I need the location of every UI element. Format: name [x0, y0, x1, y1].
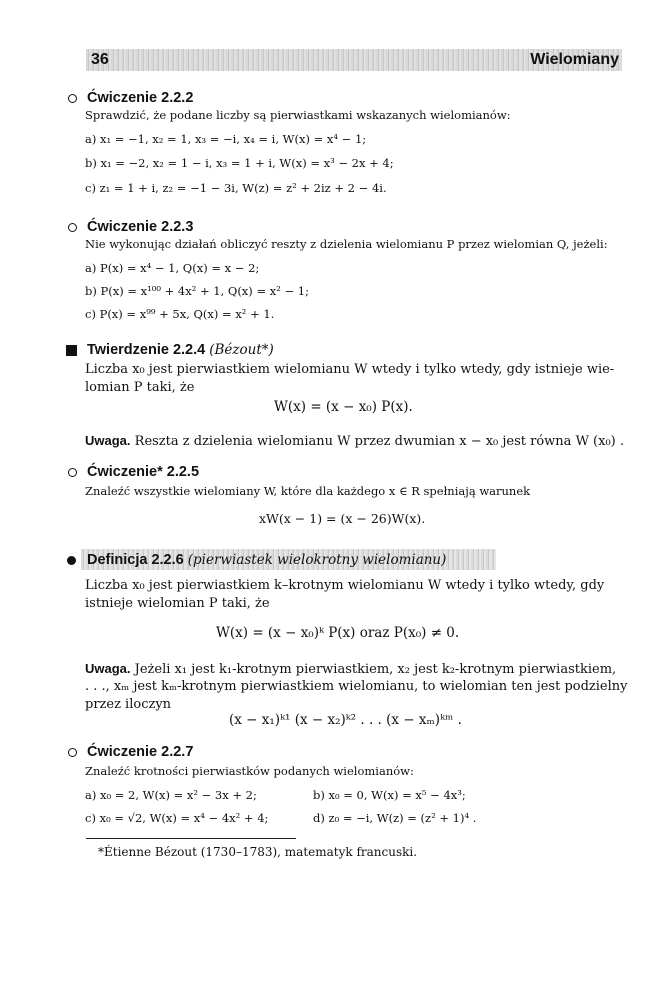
definition-formula: W(x) = (x − x₀)ᵏ P(x) oraz P(x₀) ≠ 0. — [216, 625, 460, 641]
exercise-item-a: a) x₀ = 2, W(x) = x² − 3x + 2; — [85, 788, 257, 802]
exercise-heading — [64, 464, 624, 484]
exercise-2-2-5 — [64, 464, 624, 526]
definition-remark-line-3: przez iloczyn — [85, 697, 172, 712]
theorem-text-line-2: lomian P taki, że — [85, 380, 195, 395]
theorem-title — [87, 342, 274, 358]
definition-title-text: Definicja 2.2.6 — [87, 552, 184, 568]
circle-marker-icon — [68, 94, 77, 103]
remark-label: Uwaga. — [85, 661, 131, 676]
footnote-rule — [86, 838, 296, 839]
exercise-item-c: c) P(x) = x⁹⁹ + 5x, Q(x) = x² + 1. — [85, 307, 275, 321]
theorem-text-line-1: Liczba x₀ jest pierwiastkiem wielomianu W wtedy i tylko wtedy, gdy istnieje wie- — [85, 362, 615, 377]
definition-2-2-6 — [64, 552, 628, 728]
exercise-item-d: d) z₀ = −i, W(z) = (z² + 1)⁴ . — [313, 811, 477, 825]
exercise-heading — [64, 744, 624, 764]
definition-text-line-2: istnieje wielomian P taki, że — [85, 596, 270, 611]
exercise-item-a: a) x₁ = −1, x₂ = 1, x₃ = −i, x₄ = i, W(x) = x⁴ − 1; — [85, 132, 367, 146]
product-formula: (x − x₁)ᵏ¹ (x − x₂)ᵏ² . . . (x − xₘ)ᵏᵐ . — [229, 712, 462, 728]
remark-text: Jeżeli x₁ jest k₁-krotnym pierwiastkiem, x₂ jest k₂-krotnym pierwiastkiem, — [134, 662, 617, 677]
exercise-intro: Znaleźć wszystkie wielomiany W, które dla każdego x ∈ R spełniają warunek — [85, 484, 531, 498]
exercise-title: Ćwiczenie 2.2.3 — [87, 219, 194, 235]
exercise-item-a: a) P(x) = x⁴ − 1, Q(x) = x − 2; — [85, 261, 260, 275]
exercise-title: Ćwiczenie 2.2.7 — [87, 744, 194, 760]
exercise-item-b: b) x₁ = −2, x₂ = 1 − i, x₃ = 1 + i, W(x) = x³ − 2x + 4; — [85, 156, 394, 170]
exercise-2-2-3 — [64, 219, 624, 321]
exercise-intro: Nie wykonując działań obliczyć reszty z dzielenia wielomianu P przez wielomian Q, jeżeli: — [85, 237, 608, 251]
definition-note: (pierwiastek wielokrotny wielomianu) — [187, 552, 447, 568]
definition-remark-line-2: . . ., xₘ jest kₘ-krotnym pierwiastkiem wielomianu, to wielomian ten jest podzielny — [85, 679, 628, 694]
theorem-2-2-4 — [64, 342, 625, 449]
definition-title — [87, 552, 446, 568]
running-title: Wielomiany — [530, 51, 619, 68]
remark-label: Uwaga. — [85, 433, 131, 448]
definition-text-line-1: Liczba x₀ jest pierwiastkiem k–krotnym wielomianu W wtedy i tylko wtedy, gdy — [85, 578, 605, 593]
square-marker-icon — [66, 345, 77, 356]
exercise-2-2-2 — [64, 90, 624, 195]
exercise-formula: xW(x − 1) = (x − 26)W(x). — [259, 511, 426, 526]
theorem-heading — [64, 342, 624, 362]
exercise-heading — [64, 219, 624, 239]
circle-marker-icon — [68, 468, 77, 477]
exercise-intro: Sprawdzić, że podane liczby są pierwiastkami wskazanych wielomianów: — [85, 108, 511, 122]
theorem-formula: W(x) = (x − x₀) P(x). — [274, 399, 413, 415]
theorem-remark — [85, 433, 624, 449]
exercise-title: Ćwiczenie* 2.2.5 — [87, 464, 200, 480]
theorem-title-text: Twierdzenie 2.2.4 — [87, 342, 206, 358]
theorem-note: (Bézout*) — [209, 342, 274, 358]
exercise-heading — [64, 90, 624, 110]
remark-text: Reszta z dzielenia wielomianu W przez dwumian x − x₀ jest równa W (x₀) . — [134, 434, 625, 449]
page-number: 36 — [91, 51, 109, 68]
exercise-item-b: b) x₀ = 0, W(x) = x⁵ − 4x³; — [313, 788, 466, 802]
exercise-title: Ćwiczenie 2.2.2 — [87, 90, 194, 106]
circle-marker-icon — [68, 223, 77, 232]
exercise-item-c: c) z₁ = 1 + i, z₂ = −1 − 3i, W(z) = z² + 2iz + 2 − 4i. — [85, 181, 387, 195]
circle-marker-icon — [68, 748, 77, 757]
bullet-marker-icon — [67, 556, 76, 565]
exercise-item-c: c) x₀ = √2, W(x) = x⁴ − 4x² + 4; — [85, 811, 269, 825]
footnote: *Étienne Bézout (1730–1783), matematyk francuski. — [98, 845, 418, 859]
exercise-item-b: b) P(x) = x¹⁰⁰ + 4x² + 1, Q(x) = x² − 1; — [85, 284, 309, 298]
page-header — [86, 49, 622, 71]
definition-remark-line-1 — [85, 661, 616, 677]
definition-heading — [64, 552, 624, 572]
exercise-2-2-7 — [64, 744, 624, 825]
exercise-intro: Znaleźć krotności pierwiastków podanych wielomianów: — [85, 764, 414, 778]
